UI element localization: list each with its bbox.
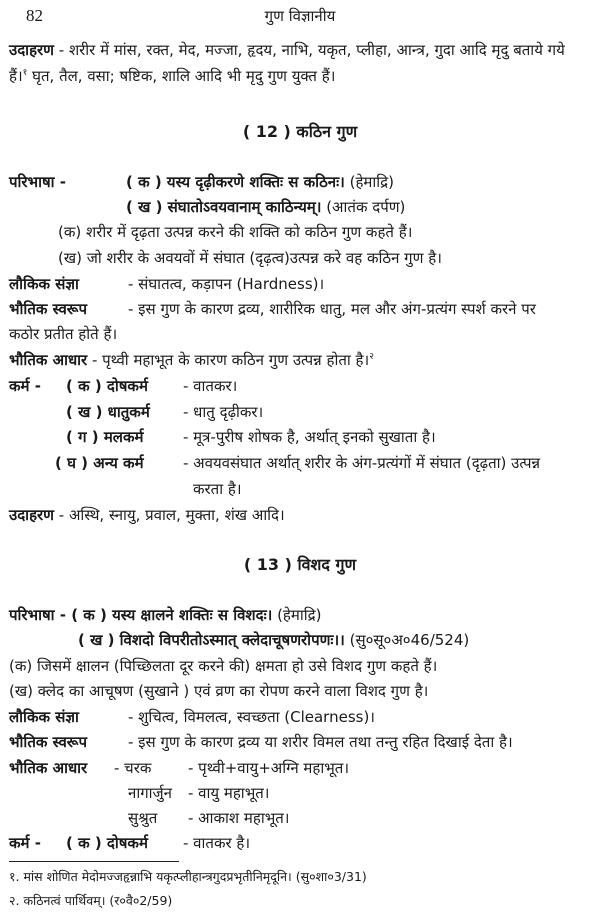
adhar-charak-value: - पृथ्वी+वायु+अग्नि महाभूत।	[188, 759, 350, 777]
definition-13-ka-text: ( क ) यस्य क्षालने शक्तिः स विशदः।	[71, 606, 273, 624]
karma-13-label: कर्म -	[9, 834, 41, 852]
paribhasha-label: परिभाषा -	[9, 173, 66, 191]
udaharan-12-label: उदाहरण	[9, 506, 55, 524]
bhautik-swaroop-cont: कठोर प्रतीत होते हैं।	[9, 325, 118, 343]
section-heading-12: ( 12 ) कठिन गुण	[242, 122, 358, 141]
karma-kha-label: ( ख ) धातुकर्म	[66, 403, 150, 421]
intro-line-1	[9, 40, 565, 60]
definition-13-kha-source: (सु०सू०अ०46/524)	[344, 631, 470, 649]
definition-ka-text: ( क ) यस्य दृढ़ीकरणे शक्तिः स कठिनः।	[126, 173, 345, 191]
adhar-nagarjun-source: नागार्जुन	[128, 784, 172, 802]
bhautik-adhar	[9, 350, 374, 370]
explanation-13-kha: (ख) क्लेद का आचूषण (सुखाने ) एवं व्रण का रोपण करने वाला विशद गुण है।	[9, 682, 429, 700]
intro-line-2	[9, 66, 335, 86]
explanation-kha: (ख) जो शरीर के अवयवों में संघात (दृढ़त्व)उत्पन्न करे वह कठिन गुण है।	[58, 249, 442, 267]
bhautik-adhar-value: - पृथ्वी महाभूत के कारण कठिन गुण उत्पन्न होता है।	[87, 351, 370, 369]
page-number: 82	[26, 6, 43, 25]
bhautik-adhar-13-label: भौतिक आधार	[9, 759, 88, 777]
footnote-2: २. कठिनत्वं पार्थिवम्। (र०वै०2/59)	[9, 893, 173, 908]
laukik-sangya-13-label: लौकिक संज्ञा	[9, 708, 79, 726]
udaharan-12	[9, 505, 285, 525]
definition-ka-source: (हेमाद्रि)	[344, 173, 394, 191]
karma-gha-value: - अवयवसंघात अर्थात् शरीर के अंग-प्रत्यंगों में संघात (दृढ़ता) उत्पन्न	[183, 454, 541, 472]
bhautik-swaroop-13-value: - इस गुण के कारण द्रव्य या शरीर विमल तथा तन्तु रहित दिखाई देता है।	[128, 733, 513, 751]
karma-ka-value: - वातकर।	[183, 377, 238, 395]
karma-ka-label: ( क ) दोषकर्म	[66, 377, 148, 395]
bhautik-swaroop-13-label: भौतिक स्वरूप	[9, 733, 87, 751]
intro-text-b: घृत, तैल, वसा; षष्टिक, शालि आदि भी मृदु गुण युक्त हैं।	[27, 67, 336, 85]
intro-text-a: हैं।	[9, 67, 23, 85]
bhautik-swaroop-value: - इस गुण के कारण द्रव्य, शारीरिक धातु, मल और अंग-प्रत्यंग स्पर्श करने पर	[128, 300, 536, 318]
karma-gha-value-cont: करता है।	[193, 480, 242, 498]
definition-13-kha	[78, 630, 469, 650]
adhar-charak-source: - चरक	[114, 759, 152, 777]
intro-text: - शरीर में मांस, रक्त, मेद, मज्जा, हृदय, नाभि, यकृत, प्लीहा, आन्त्र, गुदा आदि मृदु बताये गये	[54, 41, 565, 59]
definition-13-ka	[9, 605, 321, 625]
laukik-sangya-label: लौकिक संज्ञा	[9, 275, 79, 293]
definition-kha-source: (आतंक दर्पण)	[321, 198, 406, 216]
laukik-sangya-value: - संघातत्व, कड़ापन (Hardness)।	[128, 275, 325, 293]
adhar-sushrut-source: सुश्रुत	[128, 809, 158, 827]
adhar-sushrut-value: - आकाश महाभूत।	[188, 809, 290, 827]
section-heading-13: ( 13 ) विशद गुण	[243, 555, 357, 574]
definition-kha	[126, 197, 405, 217]
footnote-ref-1[interactable]: १	[22, 68, 28, 78]
definition-ka	[126, 172, 394, 192]
karma-ga-label: ( ग ) मलकर्म	[66, 428, 144, 446]
definition-13-ka-source: (हेमाद्रि)	[272, 606, 322, 624]
karma-13-ka-label: ( क ) दोषकर्म	[66, 834, 148, 852]
udaharan-label: उदाहरण	[9, 41, 55, 59]
karma-kha-value: - धातु दृढ़ीकर।	[183, 403, 264, 421]
udaharan-12-value: - अस्थि, स्नायु, प्रवाल, मुक्ता, शंख आदि।	[54, 506, 285, 524]
running-title: गुण विज्ञानीय	[264, 7, 336, 25]
footnote-1: १. मांस शोणित मेदोमज्जहृन्नाभि यकृत्प्लीहान्त्रगुदप्रभृतीनिमृदूनि। (सु०शा०3/31)	[9, 869, 367, 884]
explanation-13-ka: (क) जिसमें क्षालन (पिच्छिलता दूर करने की) क्षमता हो उसे विशद गुण कहते हैं।	[9, 657, 438, 675]
definition-kha-text: ( ख ) संघातोऽवयवानाम् काठिन्यम्।	[126, 198, 322, 216]
karma-gha-label: ( घ ) अन्य कर्म	[55, 454, 144, 472]
adhar-nagarjun-value: - वायु महाभूत।	[188, 784, 270, 802]
definition-13-kha-text: ( ख ) विशदो विपरीतोऽस्मात् क्लेदाचूषणरोपणः।।	[78, 631, 345, 649]
footnote-ref-2[interactable]: २	[369, 352, 374, 362]
paribhasha-13-label: परिभाषा -	[9, 606, 72, 624]
explanation-ka: (क) शरीर में दृढ़ता उत्पन्न करने की शक्ति को कठिन गुण कहते हैं।	[58, 223, 413, 241]
bhautik-swaroop-label: भौतिक स्वरूप	[9, 300, 87, 318]
footnote-divider	[9, 861, 179, 862]
laukik-sangya-13-value: - शुचित्व, विमलत्व, स्वच्छता (Clearness)।	[128, 708, 375, 726]
karma-13-ka-value: - वातकर है।	[183, 834, 251, 852]
karma-label: कर्म -	[9, 377, 41, 395]
bhautik-adhar-label: भौतिक आधार	[9, 351, 88, 369]
karma-ga-value: - मूत्र-पुरीष शोषक है, अर्थात् इनको सुखाता है।	[183, 428, 436, 446]
